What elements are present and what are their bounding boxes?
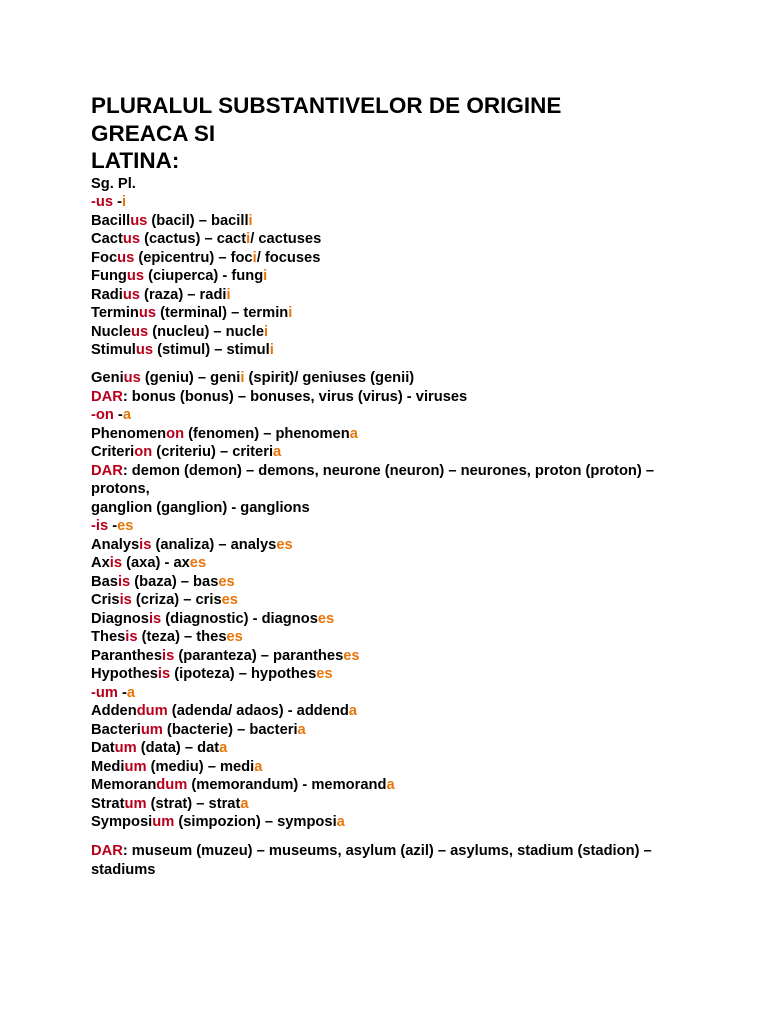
- suffix-highlight: um: [124, 758, 147, 775]
- text-line: [91, 721, 711, 740]
- suffix-highlight: -um: [91, 684, 118, 701]
- suffix-highlight: is: [117, 573, 131, 590]
- suffix-highlight: i: [264, 323, 269, 340]
- text-line: [91, 425, 711, 444]
- text-segment: Analys: [91, 536, 140, 553]
- text-segment: : bonus (bonus) – bonuses, virus (virus) - viruses: [122, 388, 468, 405]
- text-line: [91, 573, 711, 592]
- text-segment: -: [117, 684, 127, 701]
- text-segment: (bacil) – bacill: [147, 212, 249, 229]
- suffix-highlight: es: [316, 666, 333, 682]
- text-line: [91, 249, 711, 268]
- text-segment: (fenomen) – phenomen: [184, 425, 350, 442]
- text-line: [91, 443, 711, 462]
- text-segment: (baza) – bas: [130, 573, 219, 590]
- suffix-highlight: DAR: [91, 843, 123, 859]
- text-segment: Cris: [91, 592, 120, 608]
- suffix-highlight: us: [130, 212, 148, 229]
- suffix-highlight: um: [124, 795, 147, 812]
- text-line: [91, 267, 711, 286]
- text-line: [91, 304, 711, 323]
- text-segment: (raza) – radi: [139, 286, 227, 303]
- text-segment: ganglion (ganglion) - ganglions: [91, 499, 310, 516]
- suffix-highlight: DAR: [91, 388, 123, 405]
- text-line: [91, 406, 711, 425]
- text-line: [91, 388, 711, 407]
- text-segment: -: [113, 194, 123, 210]
- suffix-highlight: i: [246, 231, 251, 247]
- text-segment: (strat) – strat: [146, 795, 241, 812]
- suffix-highlight: is: [157, 666, 171, 682]
- suffix-highlight: a: [254, 758, 263, 775]
- text-segment: (criteriu) – criteri: [152, 444, 274, 460]
- text-line: [91, 517, 711, 536]
- text-segment: (bacterie) – bacteri: [162, 721, 298, 738]
- text-segment: Bacteri: [91, 721, 141, 738]
- text-section: [91, 369, 711, 832]
- suffix-highlight: es: [189, 555, 207, 571]
- suffix-highlight: on: [166, 425, 185, 442]
- suffix-highlight: a: [240, 795, 249, 812]
- suffix-highlight: a: [348, 703, 358, 719]
- title-line-2: GREACA SI: [91, 120, 216, 146]
- text-segment: (cactus) – cact: [139, 231, 247, 247]
- text-segment: Geni: [91, 370, 124, 386]
- text-line: [91, 193, 711, 212]
- text-segment: Paranthes: [91, 647, 163, 664]
- text-segment: (data) – dat: [136, 740, 220, 756]
- title-line-1: PLURALUL SUBSTANTIVELOR DE ORIGINE: [91, 93, 562, 118]
- document-page: [91, 92, 711, 879]
- suffix-highlight: us: [122, 231, 140, 247]
- text-section: [91, 175, 711, 360]
- suffix-highlight: a: [349, 425, 358, 442]
- text-segment: Phenomen: [91, 425, 167, 442]
- text-segment: Bacill: [91, 212, 131, 229]
- text-segment: Memoran: [91, 777, 157, 793]
- text-segment: (paranteza) – paranthes: [174, 647, 344, 664]
- text-segment: (nucleu) – nucle: [148, 323, 265, 340]
- suffix-highlight: us: [135, 342, 154, 358]
- text-line: [91, 212, 711, 231]
- text-segment: Hypothes: [91, 666, 158, 682]
- text-segment: Termin: [91, 305, 139, 321]
- text-segment: (spirit)/ geniuses (genii): [244, 370, 415, 386]
- text-segment: Criteri: [91, 444, 135, 460]
- suffix-highlight: dum: [156, 777, 188, 793]
- text-line: [91, 341, 711, 360]
- text-section: [91, 842, 711, 879]
- text-line: [91, 684, 711, 703]
- suffix-highlight: es: [276, 536, 293, 553]
- text-segment: : demon (demon) – demons, neurone (neuron) – neurones, proton (proton) – protons,: [91, 462, 655, 497]
- suffix-highlight: us: [138, 305, 157, 321]
- text-line: [91, 369, 711, 388]
- suffix-highlight: es: [343, 647, 360, 664]
- text-line: [91, 758, 711, 777]
- text-segment: / cactuses: [250, 231, 322, 247]
- suffix-highlight: is: [139, 536, 152, 553]
- suffix-highlight: -us: [91, 194, 114, 210]
- suffix-highlight: i: [269, 342, 274, 358]
- suffix-highlight: es: [221, 592, 238, 608]
- suffix-highlight: is: [119, 592, 132, 608]
- suffix-highlight: us: [123, 370, 141, 386]
- text-segment: (adenda/ adaos) - addend: [167, 703, 349, 719]
- text-line: [91, 795, 711, 814]
- text-segment: Stimul: [91, 342, 136, 358]
- suffix-highlight: a: [386, 777, 395, 793]
- suffix-highlight: is: [125, 629, 138, 645]
- suffix-highlight: a: [219, 740, 228, 756]
- text-segment: Thes: [91, 629, 126, 645]
- text-segment: (ciuperca) - fung: [144, 268, 264, 284]
- text-line: [91, 230, 711, 249]
- text-line: [91, 536, 711, 555]
- suffix-highlight: um: [140, 721, 163, 738]
- suffix-highlight: i: [252, 249, 257, 266]
- suffix-highlight: a: [273, 444, 282, 460]
- suffix-highlight: a: [122, 407, 131, 423]
- suffix-highlight: is: [148, 610, 162, 627]
- text-segment: Radi: [91, 286, 123, 303]
- text-segment: (geniu) – geni: [140, 370, 241, 386]
- text-segment: (mediu) – medi: [146, 758, 255, 775]
- section-spacer: [91, 360, 711, 370]
- text-line: [91, 286, 711, 305]
- text-segment: (terminal) – termin: [156, 305, 289, 321]
- text-segment: Ax: [91, 555, 110, 571]
- text-segment: (simpozion) – symposi: [174, 814, 337, 830]
- text-segment: (diagnostic) - diagnos: [161, 610, 318, 627]
- text-line: [91, 610, 711, 629]
- text-line: [91, 462, 711, 499]
- suffix-highlight: on: [134, 444, 153, 460]
- suffix-highlight: es: [117, 518, 134, 534]
- suffix-highlight: a: [336, 814, 345, 830]
- suffix-highlight: i: [248, 212, 253, 229]
- text-segment: Diagnos: [91, 610, 149, 627]
- text-line: [91, 591, 711, 610]
- text-line: [91, 665, 711, 684]
- suffix-highlight: es: [218, 573, 235, 590]
- text-line: [91, 175, 711, 194]
- suffix-highlight: -is: [91, 518, 109, 534]
- suffix-highlight: is: [109, 555, 123, 571]
- text-segment: (stimul) – stimul: [153, 342, 270, 358]
- text-line: [91, 628, 711, 647]
- text-segment: Bas: [91, 573, 118, 590]
- text-segment: Nucle: [91, 323, 131, 340]
- suffix-highlight: a: [297, 721, 306, 738]
- text-segment: : museum (muzeu) – museums, asylum (azil) – asylums, stadium (stadion) – stadiums: [91, 843, 652, 878]
- text-segment: Medi: [91, 758, 125, 775]
- suffix-highlight: i: [122, 194, 127, 210]
- text-segment: Foc: [91, 249, 118, 266]
- suffix-highlight: DAR: [91, 462, 123, 479]
- text-line: [91, 499, 711, 518]
- suffix-highlight: us: [117, 249, 135, 266]
- text-line: [91, 813, 711, 832]
- title-line-3: LATINA:: [91, 148, 180, 173]
- suffix-highlight: es: [226, 629, 243, 645]
- text-segment: / focuses: [256, 249, 321, 266]
- text-segment: Symposi: [91, 814, 153, 830]
- suffix-highlight: us: [131, 323, 149, 340]
- text-line: [91, 647, 711, 666]
- suffix-highlight: um: [114, 740, 137, 756]
- text-segment: (teza) – thes: [137, 629, 227, 645]
- text-segment: Cact: [91, 231, 123, 247]
- text-line: [91, 776, 711, 795]
- text-segment: Sg. Pl.: [91, 175, 136, 192]
- text-line: [91, 323, 711, 342]
- text-segment: Fung: [91, 268, 127, 284]
- suffix-highlight: is: [162, 647, 175, 664]
- text-segment: (memorandum) - memorand: [187, 777, 387, 793]
- document-title: [91, 92, 711, 175]
- text-segment: (axa) - ax: [122, 555, 190, 571]
- suffix-highlight: us: [122, 286, 140, 303]
- suffix-highlight: i: [226, 286, 231, 303]
- text-line: [91, 554, 711, 573]
- text-segment: (analiza) – analys: [151, 536, 277, 553]
- suffix-highlight: i: [263, 268, 268, 284]
- section-spacer: [91, 832, 711, 843]
- text-segment: (ipoteza) – hypothes: [170, 666, 317, 682]
- text-line: [91, 842, 711, 879]
- text-segment: -: [113, 407, 123, 423]
- suffix-highlight: dum: [136, 703, 168, 719]
- suffix-highlight: i: [288, 305, 293, 321]
- suffix-highlight: us: [126, 268, 145, 284]
- text-segment: (criza) – cris: [131, 592, 222, 608]
- text-line: [91, 702, 711, 721]
- text-segment: Strat: [91, 795, 125, 812]
- suffix-highlight: um: [152, 814, 175, 830]
- text-segment: -: [108, 518, 118, 534]
- text-segment: (epicentru) – foc: [134, 249, 253, 266]
- document-body: [91, 175, 711, 880]
- text-segment: Dat: [91, 740, 115, 756]
- suffix-highlight: i: [240, 370, 245, 386]
- text-segment: Adden: [91, 703, 137, 719]
- text-line: [91, 739, 711, 758]
- suffix-highlight: -on: [91, 407, 114, 423]
- suffix-highlight: a: [126, 684, 136, 701]
- suffix-highlight: es: [317, 610, 335, 627]
